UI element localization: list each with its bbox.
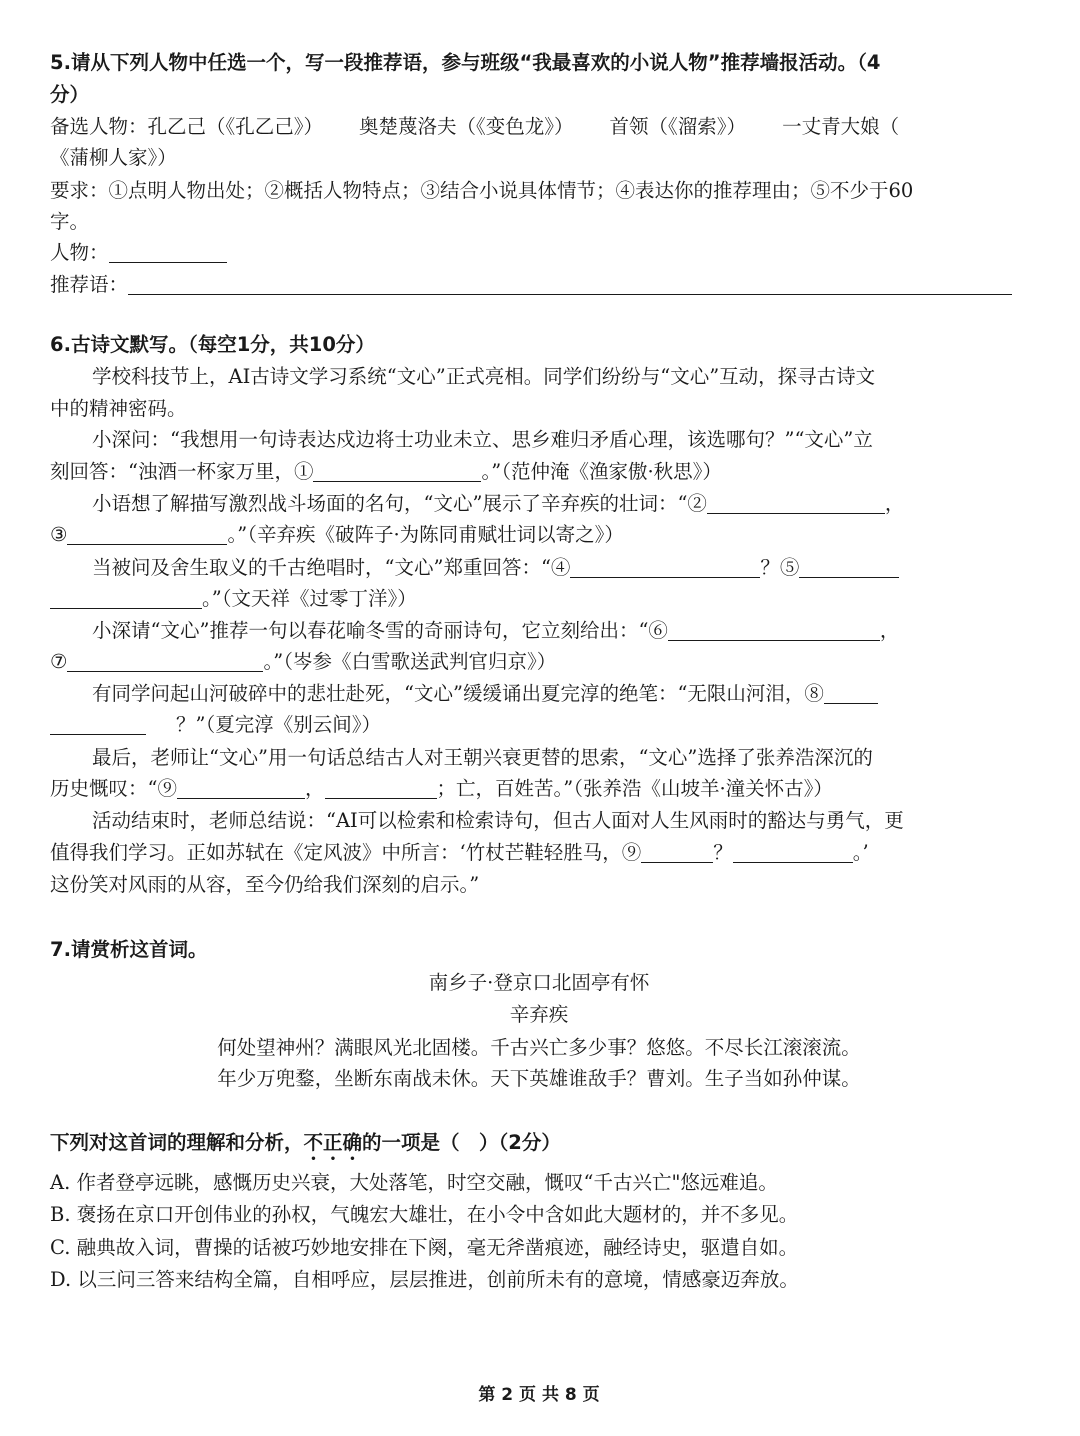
blank-9a-part2[interactable] [325,778,437,799]
candidate-4: 一丈青大娘（ [782,115,900,138]
q5-candidates [50,112,1028,142]
q7-option-d[interactable]: D. 以三问三答来结构全篇，自相呼应，层层推进，创前所未有的意境，情感豪迈奔放。 [50,1268,799,1291]
q6-p3-num3: ③ [50,523,68,546]
person-answer-blank[interactable] [109,242,227,263]
poem-author: 辛弃疾 [509,1003,569,1026]
person-label: 人物： [50,241,109,264]
q6-p7-line2 [50,774,1028,804]
q5-candidate-4-cont: 《蒲柳人家》） [50,146,177,169]
blank-4[interactable] [570,557,760,578]
q6-p6-line1 [50,679,1028,709]
candidate-3: 首领（《溜索》） [609,115,747,138]
q6-p7-comma: ， [304,777,325,800]
blank-8-part1[interactable] [824,683,878,704]
q5-person-row [50,238,1028,268]
blank-3[interactable] [67,524,227,545]
q6-p8-line2 [50,838,1028,868]
q6-p5-text-a: 小深请“文心”推荐一句以春花喻冬雪的奇丽诗句，它立刻给出：“⑥ [92,619,668,642]
q6-p6-line2 [50,710,1028,740]
q5-stem-line1: 5.请从下列人物中任选一个，写一段推荐语，参与班级“我最喜欢的小说人物”推荐墙报活动。（4 [50,51,881,74]
q6-p4-line1 [50,553,1028,583]
candidate-1: 孔乙己（《孔乙己》） [147,115,324,138]
q6-p1-line2: 中的精神密码。 [50,397,187,420]
q5-requirements-line2: 字。 [50,210,90,233]
poem-title: 南乡子·登京口北固亭有怀 [428,971,650,994]
q7-title: 7.请赏析这首词。 [50,938,208,961]
q5-stem-line2: 分） [50,83,90,106]
q6-p4-num5: ？⑤ [760,556,800,579]
page-number: 第 2 页 共 8 页 [478,1385,600,1405]
q7-option-b[interactable]: B. 褒扬在京口开创伟业的孙权，气魄宏大雄壮，在小令中含如此大题材的，并不多见。 [50,1203,799,1226]
q6-p1-line1: 学校科技节上，AI古诗文学习系统“文心”正式亮相。同学们纷纷与“文心”互动，探寻古诗文 [92,365,876,388]
q6-p6-text-b: ？”（夏完淳《别云间》） [176,713,381,736]
q6-p7-text-a: 历史慨叹：“⑨ [50,777,177,800]
q6-p2-text-b: 。”（范仲淹《渔家傲·秋思》） [481,460,722,483]
q6-p8-line3: 这份笑对风雨的从容，至今仍给我们深刻的启示。” [50,873,480,896]
poem-line-1: 何处望神州？满眼风光北固楼。千古兴亡多少事？悠悠。不尽长江滚滚流。 [217,1036,861,1059]
q6-p7-line1: 最后，老师让“文心”用一句话总结古人对王朝兴衰更替的思索，“文心”选择了张养浩深沉的 [92,746,873,769]
q7-option-c[interactable]: C. 融典故入词，曹操的话被巧妙地安排在下阕，毫无斧凿痕迹，融经诗史，驱遣自如。 [50,1236,799,1259]
q6-p3-text-b: 。”（辛弃疾《破阵子·为陈同甫赋壮词以寄之》） [227,523,624,546]
q6-p7-text-b: ；亡，百姓苦。”（张养浩《山坡羊·潼关怀古》） [436,777,833,800]
blank-2[interactable] [707,493,885,514]
q6-p5-line2 [50,647,1028,677]
blank-7[interactable] [67,651,263,672]
q6-p4-line2 [50,584,1028,614]
recommend-label: 推荐语： [50,273,129,296]
blank-9a-part1[interactable] [177,778,305,799]
q6-p5-text-b: 。”（岑参《白雪歌送武判官归京》） [263,650,557,673]
blank-6[interactable] [668,620,880,641]
q6-p2-line2 [50,457,1028,487]
q5-requirements-line1: 要求：①点明人物出处；②概括人物特点；③结合小说具体情节；④表达你的推荐理由；⑤不少于60 [50,179,914,202]
q6-p5-comma: ， [879,619,900,642]
q7-question [50,1128,1028,1165]
q6-p8-text-a: 值得我们学习。正如苏轼在《定风波》中所言：‘竹杖芒鞋轻胜马，⑨ [50,841,642,864]
blank-5-part2[interactable] [50,588,202,609]
q6-p3-text-a: 小语想了解描写激烈战斗场面的名句，“文心”展示了辛弃疾的壮词：“② [92,492,707,515]
poem-line-2: 年少万兜鍪，坐断东南战未休。天下英雄谁敌手？曹刘。生子当如孙仲谋。 [217,1067,861,1090]
q6-p5-line1 [50,616,1028,646]
q6-p4-text-a: 当被问及舍生取义的千古绝唱时，“文心”郑重回答：“④ [92,556,571,579]
blank-5-part1[interactable] [799,557,899,578]
q6-p2-line1: 小深问：“我想用一句诗表达戍边将士功业未立、思乡难归矛盾心理，该选哪句？”“文心”立 [92,428,873,451]
q6-p4-text-b: 。”（文天祥《过零丁洋》） [202,587,417,610]
q7-option-a[interactable]: A. 作者登亭远眺，感慨历史兴衰，大处落笔，时空交融，慨叹“千古兴亡"悠远难追。 [50,1171,778,1194]
q6-p3-comma: ， [884,492,905,515]
blank-1[interactable] [313,461,481,482]
q7-question-text-a: 下列对这首词的理解和分析， [50,1131,304,1154]
q7-question-text-b: 的一项是（ ）（2分） [362,1131,561,1154]
blank-9b-part1[interactable] [641,842,713,863]
q6-title: 6.古诗文默写。（每空1分，共10分） [50,333,375,356]
candidates-label: 备选人物： [50,115,148,138]
candidate-2: 奥楚蔑洛夫（《变色龙》） [359,115,574,138]
q6-p3-line2 [50,520,1028,550]
q6-p6-text-a: 有同学问起山河破碎中的悲壮赴死，“文心”缓缓诵出夏完淳的绝笔：“无限山河泪，⑧ [92,682,824,705]
q6-p3-line1 [50,489,1028,519]
q6-p8-text-b: 。’ [852,841,869,864]
q7-question-emphasis: 不正确 [303,1131,363,1154]
blank-8-part2[interactable] [50,714,146,735]
blank-9b-part2[interactable] [733,842,853,863]
q6-p5-num7: ⑦ [50,650,68,673]
recommend-answer-blank[interactable] [128,274,1012,295]
q6-p2-text-a: 刻回答：“浊酒一杯家万里，① [50,460,314,483]
q5-recommend-row [50,270,1028,300]
q6-p8-question: ？ [713,841,733,864]
q6-p8-line1: 活动结束时，老师总结说：“AI可以检索和检索诗句，但古人面对人生风雨时的豁达与勇气，更 [92,809,904,832]
